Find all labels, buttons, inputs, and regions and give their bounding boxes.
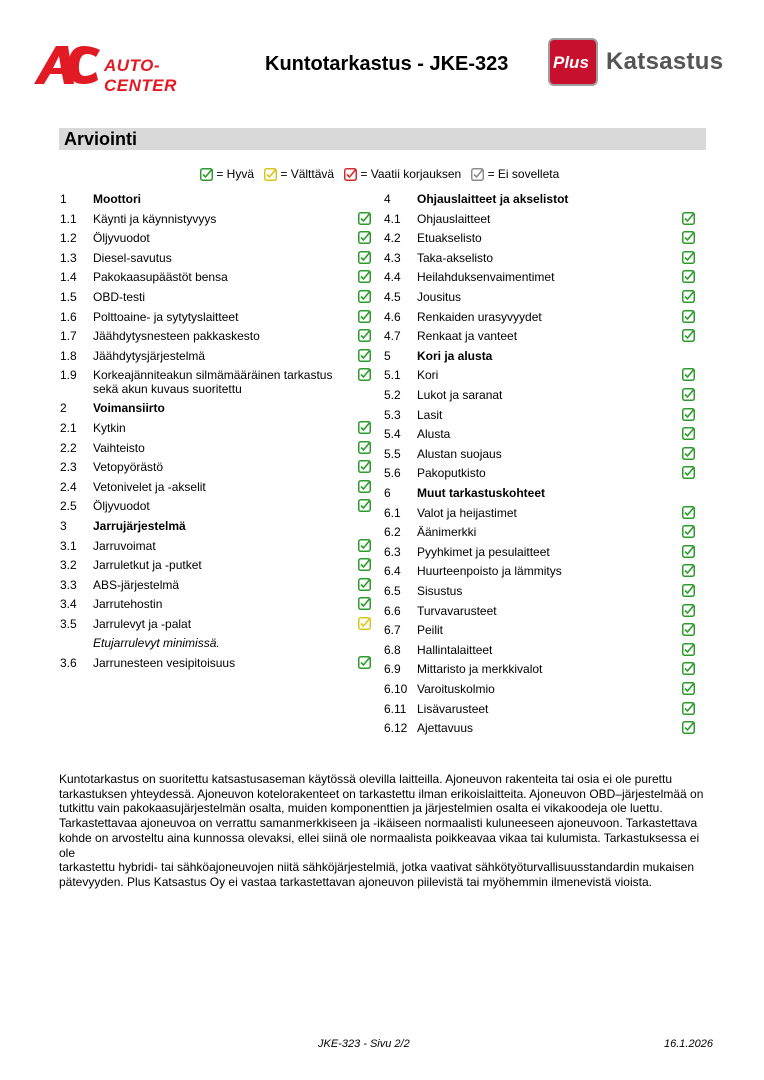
checkbox-good-icon [682,564,695,577]
item-label: Öljyvuodot [93,499,150,514]
status-checkbox [358,539,371,556]
legend-label: = Ei sovelleta [484,167,560,182]
item-label: Jäähdytysnesteen pakkaskesto [93,329,260,344]
checkbox-good-icon [682,251,695,264]
item-number: 3.2 [60,558,77,573]
section-header-bar [59,128,706,150]
checklist-row [384,466,696,486]
plus-badge: Plus [548,38,598,86]
checkbox-fair-icon [264,168,277,181]
checklist-row [60,460,372,480]
disclaimer-line: kohde on arvosteltu aina kunnossa olevaksi, ellei siinä ole normaalista poikkeavaa vikaa tai kulumista. Tarkastuksessa ei ole [59,830,700,860]
checklist-row [60,597,372,617]
checkbox-good-icon [358,578,371,591]
checklist-row [384,388,696,408]
checkbox-good-icon [682,623,695,636]
status-checkbox [358,290,371,307]
checkbox-good-icon [358,480,371,493]
item-number: 2.3 [60,460,77,475]
item-label: ABS-järjestelmä [93,577,180,592]
category-heading [384,486,696,506]
status-checkbox [682,682,695,699]
checkbox-good-icon [682,643,695,656]
status-checkbox [682,310,695,327]
status-checkbox [358,656,371,673]
status-checkbox [358,349,371,366]
checklist-row [60,656,372,676]
item-number: 5.5 [384,446,401,461]
item-label: Voimansiirto [93,401,165,416]
checklist-row [384,525,696,545]
item-label: Lisävarusteet [417,701,489,716]
item-number: 1.4 [60,270,77,285]
item-label: Kori [417,368,439,383]
document-title: Kuntotarkastus - JKE-323 [265,53,509,75]
checkbox-good-icon [682,584,695,597]
item-label: Pakokaasupäästöt bensa [93,270,228,285]
status-checkbox [358,460,371,477]
disclaimer-line: pätevyyden. Plus Katsastus Oy ei vastaa tarkastettavan ajoneuvon piilevistä tai myöhemmin ilmenevistä vioista. [59,874,652,889]
checkbox-good-icon [358,656,371,669]
checkbox-good-icon [358,251,371,264]
disclaimer-line: tarkastettu hybridi- tai sähköajoneuvojen niitä sähköjärjestelmiä, jotka vaativat sähkötyöturvallisuusstandardin mukaisen [59,860,695,875]
item-label: Turvavarusteet [417,603,497,618]
checkbox-good-icon [358,349,371,362]
status-checkbox [682,388,695,405]
item-label: Lukot ja saranat [417,388,503,402]
item-label: Lasit [417,407,443,422]
item-number: 4.4 [384,270,401,285]
item-label: Jarruletkut ja -putket [93,558,202,573]
checkbox-good-icon [358,597,371,610]
checklist-row [60,290,372,310]
checkbox-good-icon [682,545,695,558]
item-number: 4 [384,192,391,206]
auto-center-logo [34,44,224,95]
item-label: Jarrutehostin [93,597,163,612]
status-checkbox [682,408,695,425]
item-label: Jarruvoimat [93,538,156,553]
item-number: 3.6 [60,655,77,670]
checkbox-good-icon [358,368,371,381]
status-checkbox [358,421,371,438]
checkbox-good-icon [682,408,695,421]
status-checkbox [358,270,371,287]
checklist-row [60,539,372,559]
item-label: Hallintalaitteet [417,642,493,657]
item-number: 2.2 [60,440,77,455]
checklist-row [60,329,372,349]
item-label: Pakoputkisto [417,466,486,481]
item-label: Käynti ja käynnistyvyys [93,211,217,226]
checklist-row [384,584,696,604]
status-checkbox [682,721,695,738]
checklist-row [384,545,696,565]
item-number: 6.3 [384,544,401,559]
item-label: Ohjauslaitteet ja akselistot [417,192,569,206]
legend-item-na [471,166,559,181]
item-label: Moottori [93,192,141,206]
status-checkbox [682,545,695,562]
item-number: 6 [384,486,391,500]
legend-label: = Vaatii korjauksen [357,167,462,182]
checkbox-good-icon [682,212,695,225]
status-checkbox [682,231,695,248]
status-checkbox [682,702,695,719]
item-label: Huurteenpoisto ja lämmitys [417,564,562,579]
item-label: Etuakselisto [417,231,482,246]
item-label: Vetopyörästö [93,460,164,475]
item-number: 2.5 [60,499,77,514]
status-checkbox [682,506,695,523]
checklist-row [60,578,372,598]
status-checkbox [682,270,695,287]
item-label: Jarrunesteen vesipitoisuus [93,655,236,670]
checkbox-good-icon [682,270,695,283]
category-heading [384,192,696,212]
checkbox-good-icon [682,290,695,303]
status-checkbox [682,251,695,268]
status-checkbox [682,212,695,229]
item-label: Sisustus [417,584,463,598]
checkbox-good-icon [682,506,695,519]
item-number: 6.5 [384,584,401,598]
checkbox-good-icon [682,525,695,538]
status-checkbox [358,231,371,248]
status-checkbox [358,617,371,634]
checklist-row [60,270,372,290]
item-number: 6.9 [384,662,401,677]
item-label: Polttoaine- ja sytytyslaitteet [93,309,239,324]
checklist-row [60,349,372,369]
item-label: Alustan suojaus [417,446,502,461]
item-label: Muut tarkastuskohteet [417,486,546,500]
item-label: Diesel-savutus [93,250,172,265]
checkbox-good-icon [682,682,695,695]
item-number: 4.6 [384,309,401,324]
checkbox-good-icon [682,388,695,401]
item-number: 3.5 [60,617,77,631]
item-label-continued: sekä akun kuvaus suoritettu [93,382,242,397]
item-number: 4.2 [384,231,401,246]
status-checkbox [358,441,371,458]
checklist-row [384,506,696,526]
checklist-row [384,270,696,290]
checklist-row [384,251,696,271]
disclaimer-line: tutkittu vain pakokaasujärjestelmän osalta, muiden komponenttien ja järjestelmien osalta ei vikakoodeja ole luettu. [59,801,663,816]
checklist-row [384,643,696,663]
item-number: 6.12 [384,721,408,736]
item-number: 3.4 [60,597,77,612]
item-number: 3 [60,519,67,533]
status-checkbox [682,662,695,679]
item-note: Etujarrulevyt minimissä. [93,635,220,650]
checklist-row [384,682,696,702]
status-checkbox [358,558,371,575]
checkbox-good-icon [358,460,371,473]
item-number: 4.7 [384,329,401,344]
item-number: 1 [60,192,67,206]
section-title: Arviointi [64,129,138,149]
item-number: 4.3 [384,250,401,265]
item-label: Valot ja heijastimet [417,505,517,520]
status-checkbox [682,643,695,660]
checkbox-na-icon [471,168,484,181]
item-number: 6.4 [384,564,401,579]
checkbox-good-icon [682,702,695,715]
checklist-row [384,623,696,643]
item-number: 6.1 [384,505,401,520]
item-number: 3.3 [60,577,77,592]
status-checkbox [682,427,695,444]
checkbox-good-icon [682,447,695,460]
item-number: 1.2 [60,231,77,246]
item-number: 6.2 [384,525,401,540]
checkbox-good-icon [682,310,695,323]
checklist-row [384,408,696,428]
disclaimer-line: Kuntotarkastus on suoritettu katsastusaseman käytössä olevilla laitteilla. Ajoneuvon rakenteita tai osia ei ole purettu [59,772,673,786]
checklist-row [60,617,372,637]
item-label: Alusta [417,427,451,442]
item-label: Varoituskolmio [417,682,495,696]
legend-item-good [200,166,254,181]
item-label: Äänimerkki [417,525,477,540]
item-label: Kori ja alusta [417,348,493,363]
checklist-row [60,558,372,578]
disclaimer-line: Tarkastettavaa ajoneuvoa on verrattu samanmerkkiseen ja -ikäiseen normaalisti kuluneeseen ajoneuvoon. Tarkastettava [59,816,698,831]
checkbox-good-icon [358,441,371,454]
checkbox-good-icon [682,721,695,734]
category-heading [60,401,372,421]
auto-center-wordmark: AUTO-CENTER [104,56,177,95]
status-checkbox [358,597,371,614]
checkbox-good-icon [682,466,695,479]
checklist-row [384,721,696,741]
item-number: 1.3 [60,250,77,265]
checklist-row [60,499,372,519]
item-number: 1.8 [60,348,77,363]
status-checkbox [358,329,371,346]
item-label: OBD-testi [93,290,146,304]
category-heading [60,192,372,212]
checkbox-good-icon [682,427,695,440]
checklist-row [60,368,372,397]
checkbox-good-icon [682,662,695,675]
checkbox-repair-icon [344,168,357,181]
checklist-row [384,447,696,467]
status-checkbox [358,212,371,229]
item-number: 2.1 [60,421,77,435]
checkbox-good-icon [358,231,371,244]
item-label: Renkaat ja vanteet [417,329,518,344]
item-number: 4.5 [384,290,401,304]
category-heading [384,349,696,369]
status-checkbox [358,310,371,327]
checklist-row [384,290,696,310]
checklist-row [384,662,696,682]
item-number: 6.6 [384,603,401,618]
disclaimer-text [59,772,709,890]
item-number: 4.1 [384,211,401,226]
checklist-row [60,231,372,251]
checklist-row [60,441,372,461]
checkbox-good-icon [358,421,371,434]
status-checkbox [682,368,695,385]
checklist-row [60,480,372,500]
status-checkbox [682,604,695,621]
status-checkbox [358,578,371,595]
checklist-row [60,212,372,232]
checkbox-good-icon [682,231,695,244]
item-label: Jäähdytysjärjestelmä [93,348,206,363]
checkbox-good-icon [358,212,371,225]
item-number: 5.6 [384,466,401,481]
checklist-row [60,310,372,330]
checkbox-good-icon [358,329,371,342]
checkbox-good-icon [200,168,213,181]
status-checkbox [682,525,695,542]
item-label: Renkaiden urasyvyydet [417,309,542,324]
item-label: Jousitus [417,290,462,304]
status-checkbox [358,480,371,497]
item-number: 1.9 [60,368,77,383]
checklist-row [384,212,696,232]
item-number: 6.7 [384,623,401,638]
item-number: 1.6 [60,309,77,324]
status-checkbox [682,329,695,346]
disclaimer-line: tarkastuksen yhteydessä. Ajoneuvon kotelorakenteet on tarkastettu ilman erikoislaitteita. Ajoneuvon OBD–järjestelmää on [59,786,704,801]
item-label: Korkeajänniteakun silmämääräinen tarkastus [93,368,333,383]
checkbox-good-icon [682,329,695,342]
item-number: 1.7 [60,329,77,344]
checklist-row [60,251,372,271]
item-label: Pyyhkimet ja pesulaitteet [417,544,550,559]
status-checkbox [682,466,695,483]
item-label: Vaihteisto [93,440,145,455]
checklist-row [384,702,696,722]
item-number: 5.2 [384,388,401,402]
status-checkbox [358,499,371,516]
item-label: Mittaristo ja merkkivalot [417,662,543,677]
checkbox-good-icon [682,368,695,381]
checkbox-fair-icon [358,617,371,630]
status-checkbox [682,447,695,464]
checklist-row [384,427,696,447]
item-label: Taka-akselisto [417,250,494,265]
item-label: Öljyvuodot [93,231,150,246]
checkbox-good-icon [358,270,371,283]
status-checkbox [358,251,371,268]
checklist-row [384,564,696,584]
item-number: 5.3 [384,407,401,422]
item-number: 2 [60,401,67,416]
item-number: 1.5 [60,290,77,304]
item-number: 2.4 [60,479,77,494]
checklist-row [384,329,696,349]
status-checkbox [682,584,695,601]
checkbox-good-icon [358,499,371,512]
item-number: 3.1 [60,538,77,553]
checkbox-good-icon [358,290,371,303]
category-heading [60,519,372,539]
item-label: Ohjauslaitteet [417,211,491,226]
footer-page-number: JKE-323 - Sivu 2/2 [318,1038,410,1050]
checklist-row [384,310,696,330]
item-number: 5.4 [384,427,401,442]
status-checkbox [682,290,695,307]
item-label: Heilahduksenvaimentimet [417,270,555,285]
legend-label: = Välttävä [277,167,335,182]
item-label: Peilit [417,623,444,638]
checkbox-good-icon [358,558,371,571]
footer-date: 16.1.2026 [664,1038,713,1050]
item-number: 6.11 [384,701,407,716]
item-number: 6.8 [384,642,401,657]
legend-item-fair [264,166,334,181]
item-label: Vetonivelet ja -akselit [93,479,206,494]
status-checkbox [682,623,695,640]
item-number: 5.1 [384,368,401,383]
item-label: Ajettavuus [417,721,474,736]
checkbox-good-icon [358,539,371,552]
status-checkbox [682,564,695,581]
checkbox-good-icon [682,604,695,617]
checklist-row [384,368,696,388]
legend-label: = Hyvä [213,167,255,182]
checklist-row [60,421,372,441]
plus-katsastus-logo [548,38,728,88]
status-legend [200,166,569,184]
item-label: Jarrujärjestelmä [93,519,186,533]
item-label: Jarrulevyt ja -palat [93,617,192,631]
status-checkbox [358,368,371,385]
item-label: Kytkin [93,421,126,435]
item-number: 5 [384,348,391,363]
checkbox-good-icon [358,310,371,323]
item-number: 1.1 [60,211,77,226]
ac-logo-icon [34,44,102,86]
checklist-row [384,231,696,251]
katsastus-wordmark: Katsastus [606,48,724,75]
legend-item-repair [344,166,461,181]
checklist-row [384,604,696,624]
item-number: 6.10 [384,682,408,696]
